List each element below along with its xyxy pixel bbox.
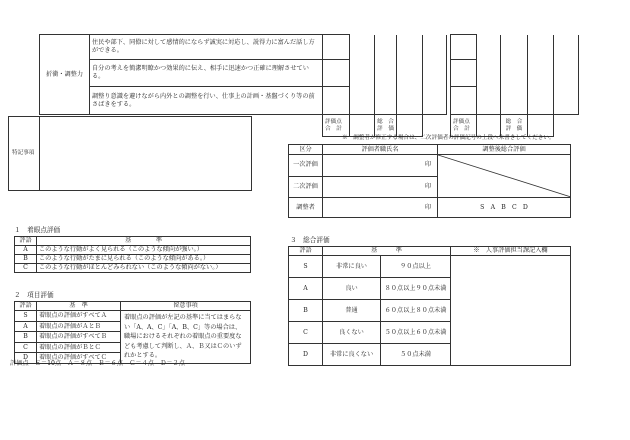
score-label: 評価点 xyxy=(325,118,342,125)
evaluator-header: 区分 xyxy=(289,145,323,155)
section2-title: ２ 項目評価 xyxy=(14,291,54,299)
seal-mark: 印 xyxy=(424,161,431,169)
grade-cell: D xyxy=(15,353,37,364)
seal-mark: 印 xyxy=(424,203,431,211)
score-label: 合 計 xyxy=(453,125,470,132)
grade-cell: C xyxy=(289,322,323,344)
range-cell: ９０点以上 xyxy=(381,256,451,278)
negotiation-table xyxy=(39,34,323,115)
evaluator-row-label: 調整者 xyxy=(289,198,323,218)
score-cell[interactable] xyxy=(323,87,350,115)
table-header: ※ 人事評価担当課記入欄 xyxy=(451,247,571,256)
quality-cell: 良くない xyxy=(323,322,381,344)
criteria-cell: 着眼点の評価がＢとＣ xyxy=(37,342,121,353)
range-cell: ５０点未満 xyxy=(381,344,451,366)
criteria-cell: このような行動がよく見られる（このような傾向が強い。） xyxy=(37,246,251,255)
evaluator-row-label: 一次評価 xyxy=(289,155,323,177)
criterion-item: 自分の考えを簡潔明瞭かつ効果的に伝え、相手に迅速かつ正確に理解させている。 xyxy=(90,60,323,87)
score-cell[interactable] xyxy=(451,35,477,60)
quality-cell: 普通 xyxy=(323,300,381,322)
grade-cell: C xyxy=(15,342,37,353)
grade-cell: A xyxy=(289,278,323,300)
score-label: 合 計 xyxy=(325,125,342,132)
score-label: 評価点 xyxy=(453,118,470,125)
section1-title: １ 着眼点評価 xyxy=(14,226,61,234)
score-cell[interactable] xyxy=(451,87,477,115)
evaluator-header: 評価者職氏名 xyxy=(323,145,438,155)
section3-table xyxy=(288,246,571,366)
range-cell: ８０点以上９０点未満 xyxy=(381,278,451,300)
evaluator-name-field[interactable] xyxy=(323,155,438,177)
points-legend: 評価点 Ｓ＝10点 Ａ＝８点 Ｂ＝６点 Ｃ＝４点 Ｄ＝２点 xyxy=(10,360,185,367)
evaluator-name-field[interactable] xyxy=(323,198,438,218)
diagonal-line xyxy=(438,155,571,197)
grade-cell: B xyxy=(15,332,37,343)
grade-cell: D xyxy=(289,344,323,366)
section2-table xyxy=(14,301,251,364)
criterion-item: 調整り意識を避けながら内外との調整を行い、仕事上の計画・基盤づくり等の前さばきをする。 xyxy=(90,87,323,115)
table-header: 評語 xyxy=(15,302,37,311)
quality-cell: 非常に良くない xyxy=(323,344,381,366)
table-header: 基 準 xyxy=(37,237,251,246)
grade-cell: C xyxy=(15,264,37,273)
overall-grade-cell[interactable] xyxy=(397,115,423,137)
grade-cell: B xyxy=(289,300,323,322)
remark-cell: 着眼点の評価が左記の基準に当てはまらない「A、A、C」「A、B、C」等の場合は、職場におけるそれぞれの着眼点の重要度なども考慮して判断し、Ａ、Ｂ又はＣのいずれかとする。 xyxy=(121,311,251,364)
range-cell: ５０点以上６０点未満 xyxy=(381,322,451,344)
adjust-note: ※ 調整者が修正する場合は、二次評価者の評価記号の上段へ朱書きしてください。 xyxy=(342,135,555,141)
table-header: 基 準 xyxy=(323,247,451,256)
criteria-cell: 着眼点の評価がすべてＢ xyxy=(37,332,121,343)
grade-cell: S xyxy=(15,311,37,322)
score-label: 評 価 xyxy=(377,125,394,132)
evaluator-row-label: 二次評価 xyxy=(289,176,323,198)
score-cell[interactable] xyxy=(323,35,350,60)
score-grid-second xyxy=(450,34,579,137)
quality-cell: 非常に良い xyxy=(323,256,381,278)
score-cell[interactable] xyxy=(451,60,477,87)
table-header: 評語 xyxy=(15,237,37,246)
score-label: 総 合 xyxy=(377,118,394,125)
seal-mark: 印 xyxy=(424,182,431,190)
section1-table xyxy=(14,236,251,273)
hr-entry-field[interactable] xyxy=(451,256,571,366)
criteria-cell: 着眼点の評価がＡとＢ xyxy=(37,321,121,332)
evaluator-header: 調整後総合評価 xyxy=(438,145,571,155)
range-cell: ６０点以上８０点未満 xyxy=(381,300,451,322)
table-header: 留意事項 xyxy=(121,302,251,311)
criteria-cell: 着眼点の評価がすべてＡ xyxy=(37,311,121,322)
section3-title: ３ 総合評価 xyxy=(290,236,330,244)
score-total-cell[interactable] xyxy=(350,115,375,137)
grade-cell: B xyxy=(15,255,37,264)
evaluator-table xyxy=(288,144,571,218)
score-label: 総 合 xyxy=(505,118,523,125)
special-notes-label: 特記事項 xyxy=(12,150,35,156)
overall-grade-cell[interactable] xyxy=(528,115,554,137)
table-header: 基 準 xyxy=(37,302,121,311)
score-label: 評 価 xyxy=(505,125,523,132)
criterion-item: 住民や部下、同僚に対して感情的にならず誠実に対応し、説得力に富んだ話し方ができる。 xyxy=(90,35,323,60)
category-label: 折衝・調整力 xyxy=(40,35,90,115)
quality-cell: 良い xyxy=(323,278,381,300)
grade-options[interactable]: S A B C D xyxy=(438,198,571,218)
criteria-cell: このような行動がたまに見られる（このような傾向がある。） xyxy=(37,255,251,264)
score-cell[interactable] xyxy=(323,60,350,87)
table-header: 評語 xyxy=(289,247,323,256)
criteria-cell: 着眼点の評価がすべてＣ xyxy=(37,353,121,364)
special-notes-box[interactable] xyxy=(8,116,252,191)
grade-cell: A xyxy=(15,321,37,332)
grade-cell: A xyxy=(15,246,37,255)
criteria-cell: このような行動がほとんどみられない（このような傾向がない。） xyxy=(37,264,251,273)
diagonal-cell xyxy=(438,155,571,198)
grade-cell: S xyxy=(289,256,323,278)
score-grid-first xyxy=(322,34,447,137)
score-total-cell[interactable] xyxy=(477,115,501,137)
evaluator-name-field[interactable] xyxy=(323,176,438,198)
